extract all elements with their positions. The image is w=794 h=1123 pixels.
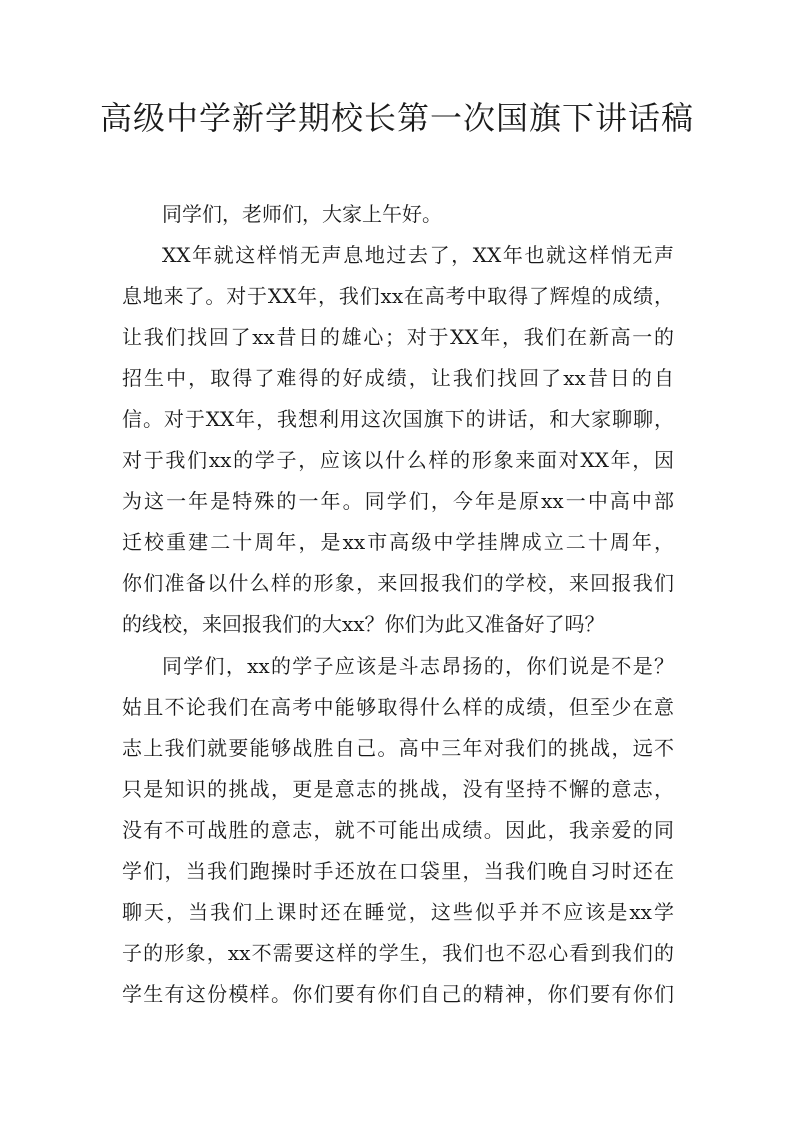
paragraph-line: 只是知识的挑战，更是意志的挑战，没有坚持不懈的意志， bbox=[122, 777, 674, 801]
paragraph-line: 的线校，来回报我们的大xx？你们为此又准备好了吗？ bbox=[122, 612, 605, 636]
document-title: 高级中学新学期校长第一次国旗下讲话稿 bbox=[100, 99, 695, 137]
paragraph-line: 让我们找回了xx昔日的雄心；对于XX年，我们在新高一的 bbox=[122, 325, 674, 349]
paragraph-line: 对于我们xx的学子，应该以什么样的形象来面对XX年，因 bbox=[122, 448, 674, 472]
paragraph-line: 子的形象，xx不需要这样的学生，我们也不忍心看到我们的 bbox=[122, 941, 674, 965]
paragraph-line: 你们准备以什么样的形象，来回报我们的学校，来回报我们 bbox=[122, 571, 674, 595]
paragraph-line: 学们，当我们跑操时手还放在口袋里，当我们晚自习时还在 bbox=[122, 859, 674, 883]
paragraph-line: 招生中，取得了难得的好成绩，让我们找回了xx昔日的自 bbox=[122, 366, 674, 390]
paragraph-line: 聊天，当我们上课时还在睡觉，这些似乎并不应该是xx学 bbox=[122, 900, 674, 924]
paragraph-line: 志上我们就要能够战胜自己。高中三年对我们的挑战，远不 bbox=[122, 736, 674, 760]
paragraph-line: 姑且不论我们在高考中能够取得什么样的成绩，但至少在意 bbox=[122, 695, 674, 719]
paragraph-line: 息地来了。对于XX年，我们xx在高考中取得了辉煌的成绩， bbox=[122, 284, 674, 308]
paragraph-line: XX年就这样悄无声息地过去了，XX年也就这样悄无声 bbox=[162, 243, 674, 267]
paragraph-line: 迁校重建二十周年，是xx市高级中学挂牌成立二十周年， bbox=[122, 530, 674, 554]
paragraph-line: 同学们，xx的学子应该是斗志昂扬的，你们说是不是？ bbox=[162, 654, 674, 678]
paragraph-line: 学生有这份模样。你们要有你们自己的精神，你们要有你们 bbox=[122, 982, 674, 1006]
paragraph-line: 信。对于XX年，我想利用这次国旗下的讲话，和大家聊聊， bbox=[122, 407, 674, 431]
paragraph-line: 为这一年是特殊的一年。同学们，今年是原xx一中高中部 bbox=[122, 489, 674, 513]
paragraph-line: 同学们，老师们，大家上午好。 bbox=[162, 202, 442, 226]
paragraph-line: 没有不可战胜的意志，就不可能出成绩。因此，我亲爱的同 bbox=[122, 818, 674, 842]
